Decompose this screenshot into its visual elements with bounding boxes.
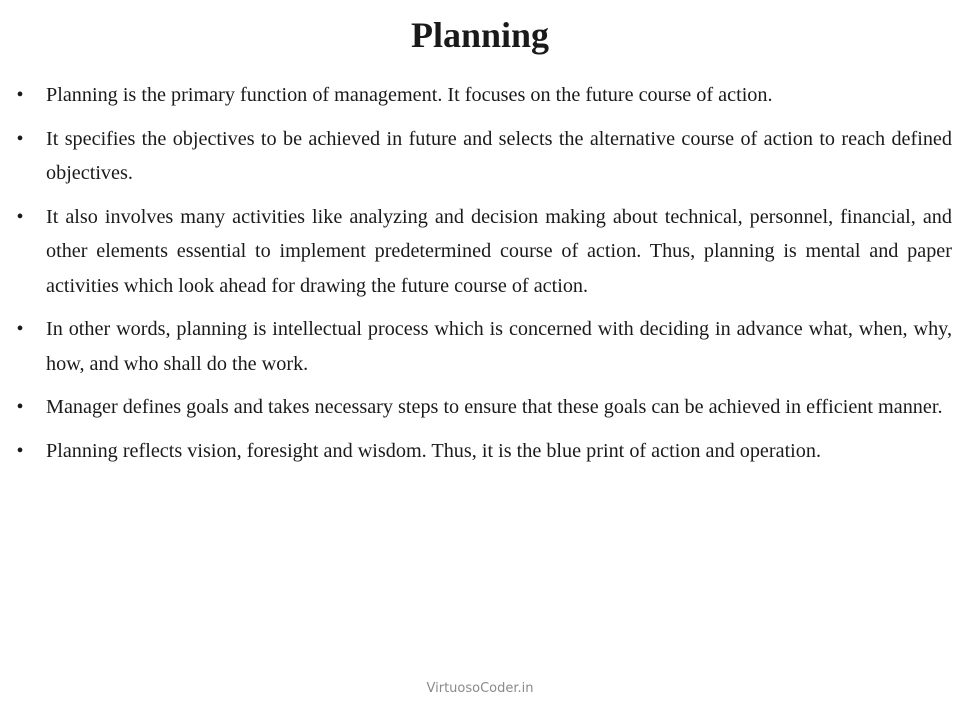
bullet-item: [0, 312, 960, 381]
bullet-icon: •: [16, 84, 24, 106]
bullet-icon: •: [16, 439, 24, 462]
bullet-text: Planning reflects vision, foresight and wisdom. Thus, it is the blue print of action and operation.: [46, 439, 822, 462]
bullet-text: It specifies the objectives to be achieved in future and selects the alternative course of action to reach defined objectives.: [46, 127, 952, 184]
bullet-text: In other words, planning is intellectual process which is concerned with deciding in advance what, when, why, how, and who shall do the work.: [46, 318, 952, 375]
bullet-list: [0, 78, 960, 477]
bullet-icon: •: [16, 205, 24, 228]
bullet-item: [0, 200, 960, 304]
footer-watermark: VirtuosoCoder.in: [426, 681, 534, 696]
bullet-text: It also involves many activities like analyzing and decision making about technical, personnel, financial, and other elements essential to implement predetermined course of action. Thus, planning is mental and paper activities which look ahead for drawing the future course of action.: [46, 205, 952, 297]
bullet-icon: •: [16, 318, 24, 340]
bullet-item: [0, 78, 960, 113]
bullet-item: [0, 390, 960, 425]
bullet-text: Manager defines goals and takes necessary steps to ensure that these goals can be achieved in efficient manner.: [46, 396, 943, 418]
bullet-icon: •: [16, 127, 24, 150]
slide-title: Planning: [410, 15, 550, 55]
bullet-item: [0, 122, 960, 191]
bullet-item: [0, 434, 960, 469]
bullet-icon: •: [16, 396, 24, 418]
bullet-text: Planning is the primary function of management. It focuses on the future course of action.: [46, 84, 773, 106]
